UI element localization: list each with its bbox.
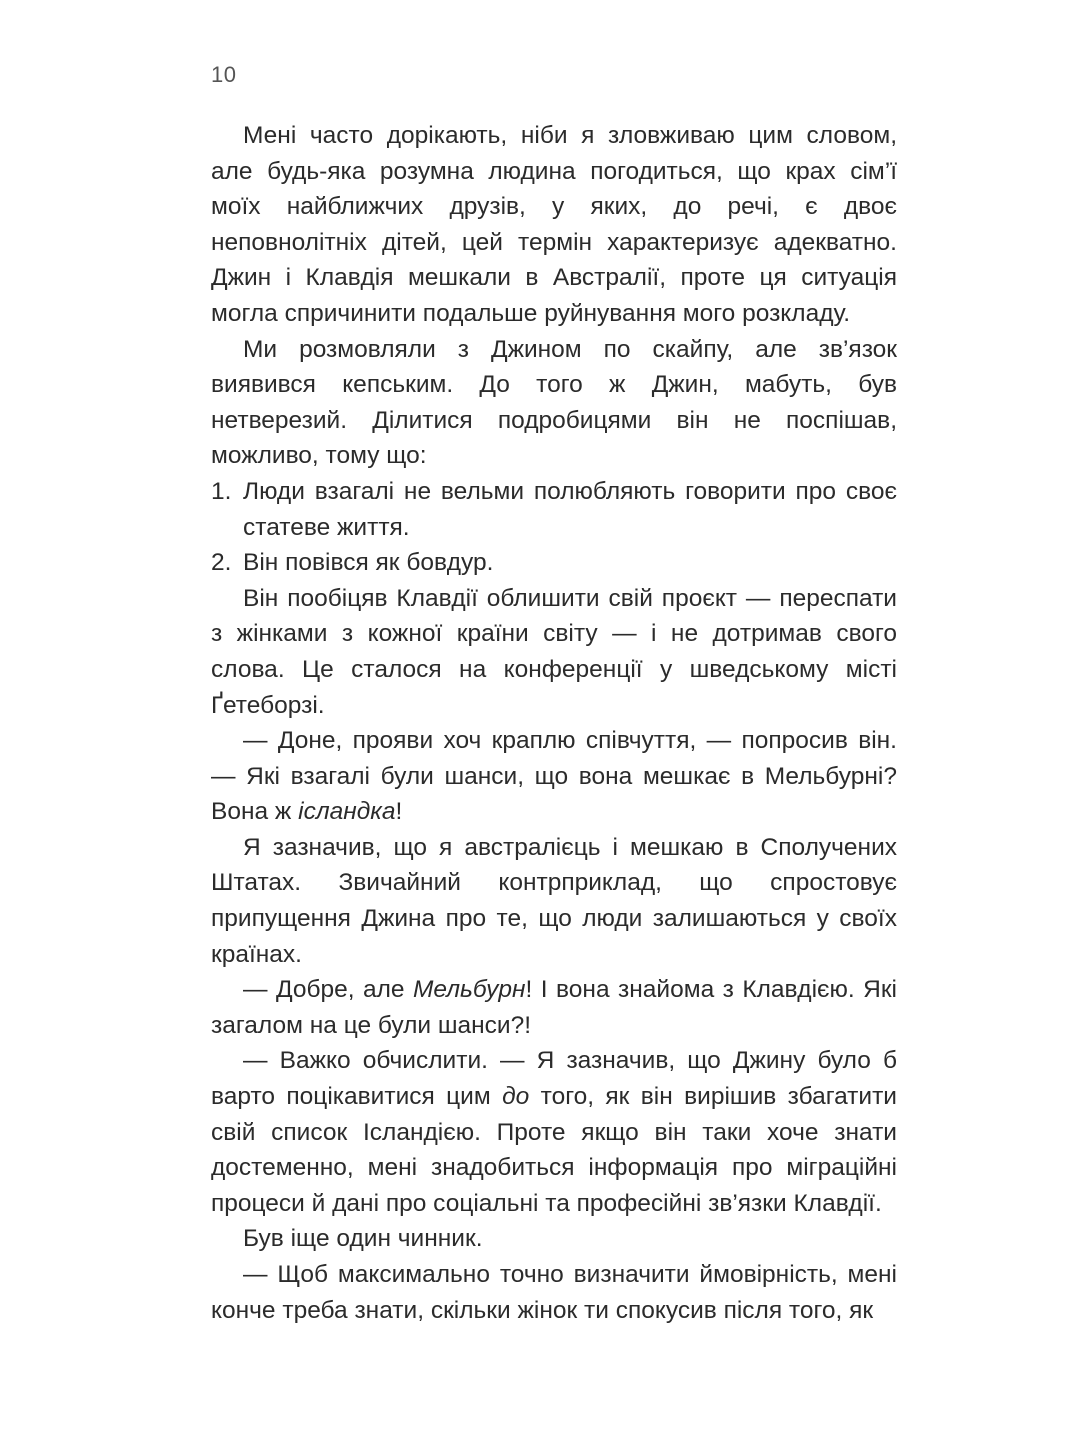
list-item: [211, 474, 897, 545]
list-number: 1.: [211, 477, 232, 505]
page-number: 10: [211, 62, 237, 87]
italic-word: до: [502, 1083, 530, 1111]
text-run: — Доне, прояви хоч краплю співчуття, — попросив він. — Які взагалі були шанси, що вона мешкає в Мельбурні? Вона ж: [211, 727, 897, 826]
body-text: [211, 118, 897, 1328]
italic-word: Мельбурн: [413, 976, 526, 1004]
paragraph: [211, 723, 897, 830]
text-run: — Добре, але: [243, 976, 413, 1004]
text-run: !: [395, 798, 403, 826]
list-number: 2.: [211, 549, 232, 577]
italic-word: ісландка: [298, 798, 396, 826]
paragraph: — Щоб максимально точно визначити ймовірність, мені конче треба знати, скільки жінок ти спокусив після того, як: [211, 1261, 897, 1324]
list-item: [211, 545, 897, 581]
paragraph: Я зазначив, що я австралієць і мешкаю в Сполучених Штатах. Звичайний контрприклад, що спростовує припущення Джина про те, що люди залишаються у своїх країнах.: [211, 833, 897, 968]
paragraph: Ми розмовляли з Джином по скайпу, але зв’язок виявився кепським. До того ж Джин, мабуть, був нетверезий. Ділитися подробицями він не поспішав, можливо, тому що:: [211, 335, 897, 470]
paragraph: [211, 972, 897, 1043]
paragraph: Був іще один чинник.: [243, 1225, 483, 1253]
paragraph: Мені часто дорікають, ніби я зловживаю цим словом, але будь-яка розумна людина погодиться, що крах сім’ї моїх найближчих друзів, у яких, до речі, є двоє неповнолітніх дітей, цей термін характеризує адекватно. Джин і Клавдія мешкали в Австралії, проте ця ситуація могла спричинити подальше руйнування мого розкладу.: [211, 122, 897, 327]
text-run: — Важко обчислити. — Я зазначив, що Джину було б варто поцікавитися цим: [211, 1047, 897, 1111]
paragraph: [211, 1043, 897, 1221]
text-run: того, як він вирішив збагатити свій список Ісландією. Проте якщо він таки хоче знати достеменно, мені знадобиться інформація про міграційні процеси й дані про соціальні та професійні зв’язки Клавдії.: [211, 1083, 897, 1217]
list-text: Люди взагалі не вельми полюбляють говорити про своє статеве життя.: [243, 477, 897, 541]
list-text: Він повівся як бовдур.: [243, 549, 494, 577]
paragraph: Він пообіцяв Клавдії облишити свій проєкт — переспати з жінками з кожної країни світу — і не дотримав свого слова. Це сталося на конференції у шведському місті Ґетеборзі.: [211, 584, 897, 719]
text-run: ! І вона знайома з Клавдією. Які загалом на це були шанси?!: [211, 976, 897, 1039]
